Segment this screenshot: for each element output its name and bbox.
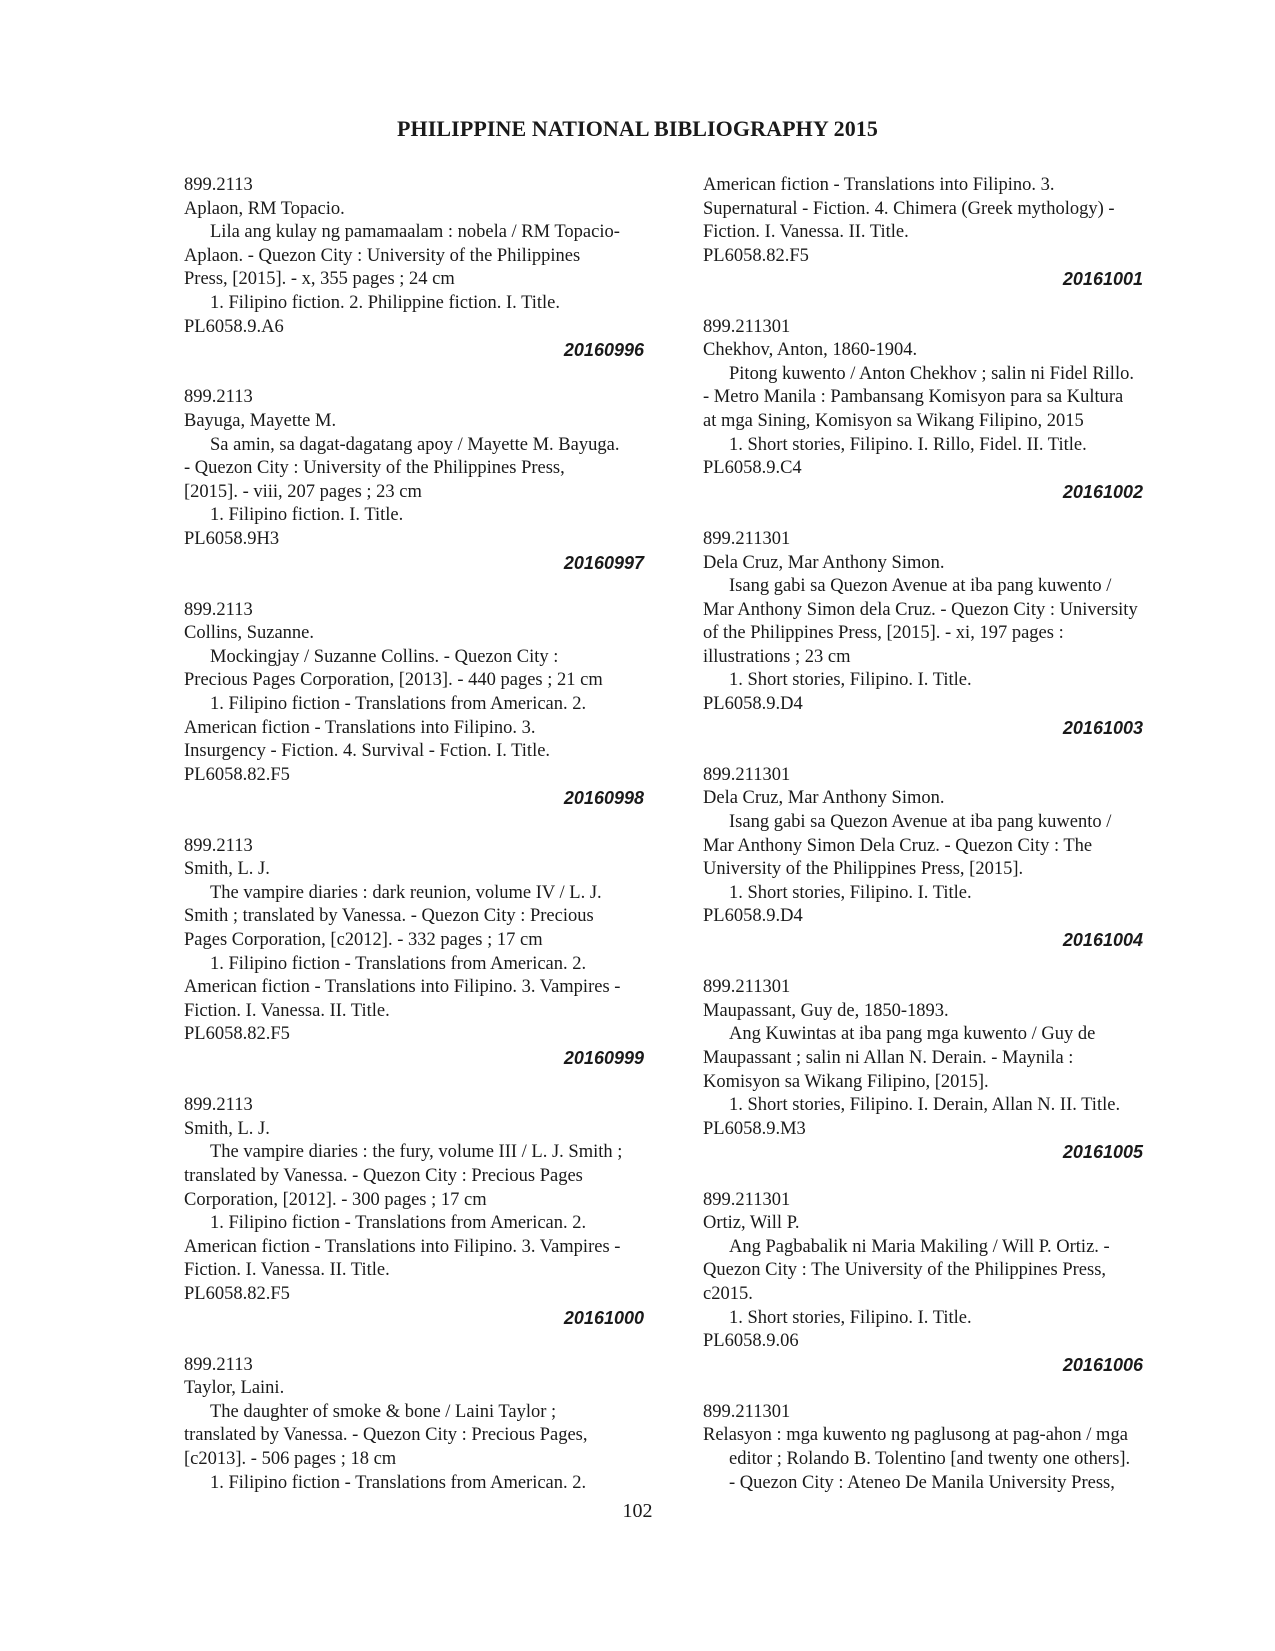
- description-line: The vampire diaries : dark reunion, volume IV / L. J.: [210, 882, 602, 903]
- description-line: editor ; Rolando B. Tolentino [and twenty one others].: [729, 1449, 1131, 1470]
- description-line: Ang Pagbabalik ni Maria Makiling / Will P. Ortiz. -: [729, 1236, 1110, 1257]
- catalog-entry: [184, 1094, 644, 1330]
- class-number: 899.2113: [184, 599, 253, 620]
- catalog-entry: [703, 764, 1183, 953]
- description-line: translated by Vanessa. - Quezon City : Precious Pages: [184, 1165, 583, 1186]
- subject-tracing-line: 1. Filipino fiction - Translations from American. 2.: [210, 1472, 587, 1493]
- description-line: of the Philippines Press, [2015]. - xi, 197 pages :: [703, 623, 1064, 644]
- catalog-entry: [703, 1189, 1183, 1378]
- description-line: Ang Kuwintas at iba pang mga kuwento / Guy de: [729, 1024, 1096, 1045]
- main-entry-heading: Aplaon, RM Topacio.: [184, 198, 345, 219]
- description-line: Quezon City : The University of the Philippines Press,: [703, 1260, 1107, 1281]
- subject-tracing-line: American fiction - Translations into Filipino. 3.: [184, 717, 536, 738]
- description-line: Mar Anthony Simon dela Cruz. - Quezon City : University: [703, 599, 1138, 620]
- subject-tracing-line: 1. Filipino fiction - Translations from American. 2.: [210, 1213, 587, 1234]
- description-line: [c2013]. - 506 pages ; 18 cm: [184, 1449, 397, 1470]
- description-line: c2015.: [703, 1283, 753, 1304]
- accession-number: 20161000: [563, 1307, 644, 1328]
- main-entry-heading: Smith, L. J.: [184, 1118, 270, 1139]
- main-entry-heading: Dela Cruz, Mar Anthony Simon.: [703, 552, 945, 573]
- catalog-entry: [184, 174, 644, 363]
- class-number: 899.2113: [184, 175, 253, 195]
- call-number: PL6058.82.F5: [184, 764, 290, 785]
- class-number: 899.2113: [184, 1095, 253, 1116]
- accession-number: 20160998: [563, 788, 644, 809]
- description-line: - Quezon City : University of the Philippines Press,: [184, 458, 565, 479]
- call-number: PL6058.82.F5: [184, 1283, 290, 1304]
- description-line: Sa amin, sa dagat-dagatang apoy / Mayette M. Bayuga.: [210, 434, 620, 455]
- main-entry-heading: Chekhov, Anton, 1860-1904.: [703, 340, 918, 361]
- description-line: Pitong kuwento / Anton Chekhov ; salin ni Fidel Rillo.: [729, 363, 1134, 384]
- description-line: Mockingjay / Suzanne Collins. - Quezon City :: [210, 646, 559, 667]
- call-number: PL6058.82.F5: [184, 1024, 290, 1045]
- subject-tracing-line: 1. Short stories, Filipino. I. Title.: [729, 670, 972, 691]
- subject-tracing-line: Fiction. I. Vanessa. II. Title.: [184, 1000, 390, 1021]
- main-entry-heading: Relasyon : mga kuwento ng paglusong at pag-ahon / mga: [703, 1425, 1128, 1446]
- catalog-entry: [184, 835, 644, 1071]
- subject-tracing-line: 1. Filipino fiction - Translations from American. 2.: [210, 694, 587, 715]
- subject-tracing-line: 1. Filipino fiction. 2. Philippine fiction. I. Title.: [210, 292, 560, 313]
- description-line: - Quezon City : Ateneo De Manila University Press,: [729, 1472, 1115, 1493]
- class-number: 899.2113: [184, 1354, 253, 1375]
- class-number: 899.211301: [703, 316, 791, 337]
- description-line: Isang gabi sa Quezon Avenue at iba pang kuwento /: [729, 576, 1112, 597]
- description-line: Isang gabi sa Quezon Avenue at iba pang kuwento /: [729, 812, 1112, 833]
- class-number: 899.211301: [703, 528, 791, 549]
- description-line: [2015]. - viii, 207 pages ; 23 cm: [184, 481, 422, 502]
- left-column: [184, 174, 644, 1495]
- subject-tracing-line: 1. Filipino fiction - Translations from American. 2.: [210, 953, 587, 974]
- accession-number: 20160997: [563, 552, 644, 573]
- call-number: PL6058.9.D4: [703, 906, 803, 927]
- description-line: Corporation, [2012]. - 300 pages ; 17 cm: [184, 1189, 487, 1210]
- subject-tracing-line: American fiction - Translations into Filipino. 3. Vampires -: [184, 1236, 621, 1257]
- accession-number: 20161003: [1062, 717, 1143, 738]
- description-line: illustrations ; 23 cm: [703, 646, 851, 667]
- catalog-entry: [184, 386, 644, 575]
- call-number: PL6058.9H3: [184, 528, 280, 549]
- catalog-entry: [184, 599, 644, 811]
- subject-tracing-line: 1. Short stories, Filipino. I. Title.: [729, 1307, 972, 1328]
- description-line: Pages Corporation, [c2012]. - 332 pages ; 17 cm: [184, 930, 543, 950]
- subject-tracing-line: Fiction. I. Vanessa. II. Title.: [184, 1260, 390, 1281]
- subject-tracing-line: 1. Short stories, Filipino. I. Title.: [729, 882, 972, 903]
- catalog-entry: [703, 528, 1183, 740]
- description-line: Smith ; translated by Vanessa. - Quezon City : Precious: [184, 906, 594, 927]
- accession-number: 20161005: [1062, 1142, 1143, 1163]
- main-entry-heading: Taylor, Laini.: [184, 1378, 285, 1399]
- class-number: 899.2113: [184, 387, 253, 408]
- catalog-entry: [184, 1354, 644, 1496]
- page-title: PHILIPPINE NATIONAL BIBLIOGRAPHY 2015: [396, 116, 879, 141]
- description-line: Press, [2015]. - x, 355 pages ; 24 cm: [184, 269, 455, 290]
- subject-tracing-line: Insurgency - Fiction. 4. Survival - Fction. I. Title.: [184, 741, 551, 762]
- description-line: Precious Pages Corporation, [2013]. - 440 pages ; 21 cm: [184, 670, 603, 691]
- description-line: University of the Philippines Press, [2015].: [703, 859, 1024, 880]
- accession-number: 20161004: [1062, 930, 1143, 950]
- description-line: Mar Anthony Simon Dela Cruz. - Quezon City : The: [703, 835, 1093, 856]
- call-number: PL6058.9.M3: [703, 1118, 806, 1139]
- subject-tracing-line: 1. Filipino fiction. I. Title.: [210, 505, 404, 526]
- subject-tracing-line: American fiction - Translations into Filipino. 3.: [703, 175, 1055, 195]
- description-line: translated by Vanessa. - Quezon City : Precious Pages,: [184, 1425, 588, 1446]
- class-number: 899.211301: [703, 764, 791, 785]
- subject-tracing-line: American fiction - Translations into Filipino. 3. Vampires -: [184, 977, 621, 998]
- class-number: 899.2113: [184, 835, 253, 856]
- call-number: PL6058.9.D4: [703, 694, 803, 715]
- right-column: [703, 174, 1183, 1495]
- main-entry-heading: Maupassant, Guy de, 1850-1893.: [703, 1000, 949, 1021]
- description-line: The vampire diaries : the fury, volume III / L. J. Smith ;: [210, 1142, 623, 1163]
- subject-tracing-line: 1. Short stories, Filipino. I. Derain, Allan N. II. Title.: [729, 1095, 1121, 1116]
- subject-tracing-line: Supernatural - Fiction. 4. Chimera (Greek mythology) -: [703, 198, 1115, 219]
- main-entry-heading: Collins, Suzanne.: [184, 623, 315, 644]
- call-number: PL6058.9.06: [703, 1331, 799, 1352]
- catalog-entry: [703, 174, 1183, 292]
- description-line: The daughter of smoke & bone / Laini Taylor ;: [210, 1401, 557, 1422]
- page-number: 102: [622, 1500, 653, 1522]
- class-number: 899.211301: [703, 977, 791, 998]
- catalog-entry: [703, 1401, 1183, 1495]
- main-entry-heading: Dela Cruz, Mar Anthony Simon.: [703, 788, 945, 809]
- call-number: PL6058.9.A6: [184, 316, 284, 337]
- subject-tracing-line: 1. Short stories, Filipino. I. Rillo, Fidel. II. Title.: [729, 434, 1087, 455]
- description-line: - Metro Manila : Pambansang Komisyon para sa Kultura: [703, 387, 1124, 408]
- description-line: Komisyon sa Wikang Filipino, [2015].: [703, 1071, 989, 1092]
- accession-number: 20161001: [1062, 269, 1143, 290]
- description-line: at mga Sining, Komisyon sa Wikang Filipino, 2015: [703, 410, 1084, 431]
- call-number: PL6058.82.F5: [703, 245, 809, 266]
- description-line: Lila ang kulay ng pamamaalam : nobela / RM Topacio-: [210, 222, 620, 243]
- accession-number: 20160999: [563, 1047, 644, 1068]
- main-entry-heading: Bayuga, Mayette M.: [184, 410, 337, 431]
- accession-number: 20160996: [563, 340, 644, 361]
- main-entry-heading: Ortiz, Will P.: [703, 1213, 800, 1234]
- catalog-entry: [703, 316, 1183, 505]
- class-number: 899.211301: [703, 1189, 791, 1210]
- call-number: PL6058.9.C4: [703, 458, 802, 479]
- subject-tracing-line: Fiction. I. Vanessa. II. Title.: [703, 222, 909, 243]
- accession-number: 20161002: [1062, 481, 1143, 502]
- description-line: Aplaon. - Quezon City : University of the Philippines: [184, 245, 581, 266]
- catalog-entry: [703, 976, 1183, 1165]
- accession-number: 20161006: [1062, 1354, 1143, 1375]
- main-entry-heading: Smith, L. J.: [184, 859, 270, 880]
- class-number: 899.211301: [703, 1401, 791, 1422]
- description-line: Maupassant ; salin ni Allan N. Derain. - Maynila :: [703, 1047, 1074, 1068]
